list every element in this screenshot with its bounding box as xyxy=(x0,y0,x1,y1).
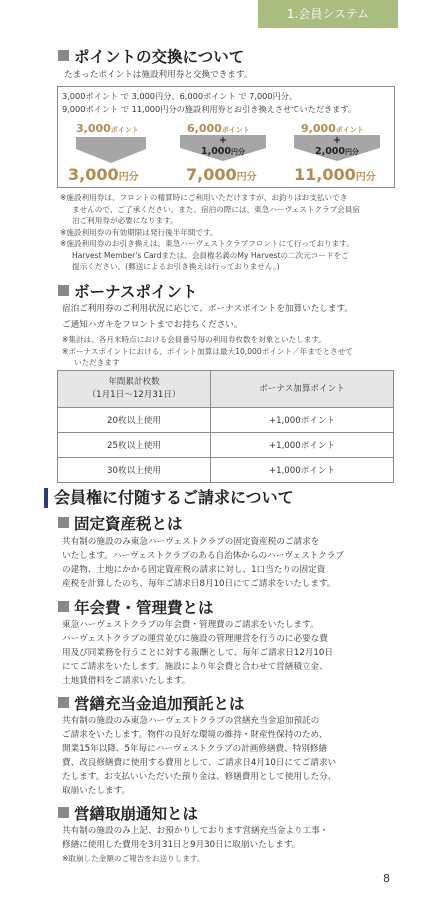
bonus-text-1: 宿泊ご利用券のご利用状況に応じて、ボーナスポイントを加算いたします。 xyxy=(62,304,353,314)
bonus-notes: ※集計は、各月末時点における会員番号毎の利用券枚数を対象といたします。 ※ボーナスポイントにおける、ポイント加算は最大10,000ポイント／年までとさせて いただきます xyxy=(62,335,353,367)
repair-deposit-heading: 営繕充当金追加預託とは xyxy=(58,694,245,714)
tier-1-value: 3,000円分 xyxy=(68,165,139,184)
table-header-row xyxy=(58,371,394,408)
property-tax-heading: 固定資産税とは xyxy=(58,514,183,534)
tier-3-value: 11,000円分 xyxy=(294,165,376,184)
repair-withdrawal-text: 共有制の施設のみ上記、お預かりしております営繕充当金より工事・ 修繕に使用した費用を3月31日と9月30日に取崩いたします。 xyxy=(62,826,329,850)
tier-2-value: 7,000円分 xyxy=(186,165,257,184)
points-notes: ※施設利用券は、フロントの精算時にご利用いただけますが、お釣りはお支払いでき ませんので、ご了承ください。また、宿泊の際には、東急ハーヴェストクラブ会員宿 泊ご利用券が必要になります。 ※施設利用券の有効期限は発行後半年間です。 ※施設利用券のお引き換えは、東急ハーヴェストクラブフロントにて行っております。 Harvest Member's Cardまたは、会員権名義のMy Harvestの二次元コードをご 提示ください。(郵送によるお引き換えは行っておりません。) xyxy=(60,193,360,271)
bonus-table xyxy=(57,370,394,483)
repair-withdrawal-heading: 営繕取崩通知とは xyxy=(58,804,198,824)
bonus-text-2: ご通知ハガキをフロントまでお持ちください。 xyxy=(62,320,243,330)
repair-deposit-text: 共有制の施設のみ東急ハーヴェストクラブの営繕充当金追加預託の ご請求をいたします。物件の良好な環境の維持・財産性保持のため、 開業15年以降、5年毎にハーヴェストクラブの計画修繕費、特別修繕 費、改良修繕費に使用する費用として、ご請求日4月10日にてご請求い たします。お支払いいただいた預り金は、修繕費用として使用した分、 取崩いたします。 xyxy=(62,716,337,796)
tier-1-points: 3,000ポイント xyxy=(76,122,139,135)
tier-2-bonus: + 1,000円分 xyxy=(200,135,246,157)
tier-3-bonus: + 2,000円分 xyxy=(314,135,360,157)
annual-fee-heading: 年会費・管理費とは xyxy=(58,598,214,618)
points-exchange-heading: ポイントの交換について xyxy=(58,47,244,67)
property-tax-text: 共有制の施設のみ東急ハーヴェストクラブの固定資産税のご請求を いたします。ハーヴェストクラブのある自治体からのハーヴェストクラブ の建物、土地にかかる固定資産税の請求に対し、1口当たりの固定資 産税を計算したのち、毎年ご請求日8月10日にてご請求をいたします。 xyxy=(62,537,344,589)
points-intro: たまったポイントは施設利用券と交換できます。 xyxy=(64,70,253,80)
chapter-tab: 1.会員システム xyxy=(258,0,398,28)
header-annual-count: 年間累計枚数 （1月1日〜12月31日） xyxy=(58,371,211,408)
header-bonus-points: ボーナス加算ポイント xyxy=(211,371,394,408)
annual-fee-text: 東急ハーヴェストクラブの年会費・管理費のご請求をいたします。 ハーヴェストクラブの運営並びに施設の管理運営を行うのに必要な費 用及び同業務を行うことに対する報酬として、毎年ご請求日12月10日 にてご請求をいたします。施設により年会費と合わせて営繕積立金、 土地賃借料をご請求いたします。 xyxy=(62,620,333,686)
tier-3-points: 9,000ポイント xyxy=(301,122,364,135)
repair-withdrawal-note: ※取崩した金額のご報告をお送りします。 xyxy=(62,854,205,863)
box-line-2: 9,000ポイント で 11,000円分の施設利用券とお引き換えさせていただきます。 xyxy=(62,104,357,114)
box-line-1: 3,000ポイント で 3,000円分、6,000ポイント で 7,000円分、 xyxy=(62,91,298,101)
billing-section-title: 会員権に付随するご請求について xyxy=(44,488,294,508)
page-number: 8 xyxy=(383,872,390,885)
arrow-tier-1 xyxy=(76,137,146,163)
points-exchange-box xyxy=(57,86,395,188)
table-row: 20枚以上使用 +1,000ポイント xyxy=(58,408,394,433)
tier-2-points: 6,000ポイント xyxy=(187,122,250,135)
bonus-points-heading: ボーナスポイント xyxy=(58,282,197,302)
table-row: 25枚以上使用 +1,000ポイント xyxy=(58,433,394,458)
table-row: 30枚以上使用 +1,000ポイント xyxy=(58,458,394,483)
